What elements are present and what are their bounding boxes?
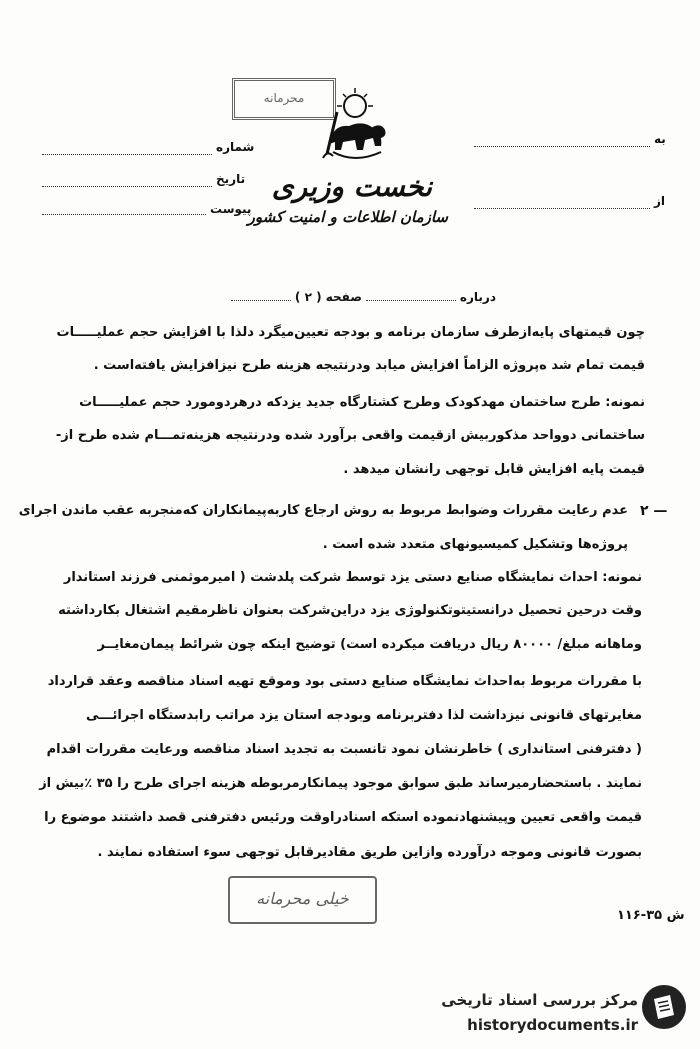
item-number: ۲ —: [640, 503, 668, 519]
item-line-4: وقت درحین تحصیل درانستیتوتکنولوژی یزد دراین‌شرکت بعنوان ناظرمقیم اشتغال بکارداشته: [58, 603, 642, 618]
date-label: تاریخ: [216, 172, 246, 186]
history-documents-logo-icon: [640, 983, 688, 1031]
regarding-dots: [366, 300, 456, 301]
from-label: از: [654, 194, 666, 208]
regarding-label: درباره: [459, 290, 496, 304]
agency-subtitle: سازمان اطلاعات و امنیت کشور: [247, 208, 448, 226]
confidential-stamp-bottom: خیلی محرمانه: [228, 876, 377, 924]
watermark-title: مرکز بررسی اسناد تاریخی: [441, 991, 638, 1009]
agency-title: نخست وزیری: [271, 170, 432, 203]
page-number: ( ۲ ): [294, 290, 322, 304]
watermark-url[interactable]: historydocuments.ir: [467, 1016, 638, 1034]
body-line-4: ساختمانی دوواحد مذکوربیش ازقیمت واقعی برآورد شده ودرنتیجه هزینه‌تمـــام شده طرح از-: [55, 428, 645, 443]
number-label: شماره: [216, 140, 255, 154]
item-line-1: عدم رعایت مقررات وضوابط مربوط به روش ارجاع کاربه‌پیمانکاران که‌منجربه عقب ماندن اجرای: [18, 503, 628, 518]
item-line-3: نمونه: احداث نمایشگاه صنایع دستی یزد توسط شرکت پلدشت ( امیرموثمنی فرزند استاندار: [63, 570, 642, 585]
number-line: [42, 154, 212, 155]
lion-and-sun-emblem-icon: [315, 84, 395, 174]
page-label: صفحه: [325, 290, 362, 304]
attachment-line: [42, 214, 206, 215]
date-line: [42, 186, 212, 187]
item-line-11: بصورت قانونی وموجه درآورده وازاین طریق مقادیرقابل توجهی سوء استفاده نمایند .: [97, 845, 642, 860]
body-line-1: چون قیمتهای پایه‌ازطرف سازمان برنامه و بودجه تعیین‌میگرد دلذا با افزایش حجم عملیـــــات: [56, 325, 645, 340]
form-code: ۱۱۶-۳۵ ش: [617, 908, 685, 923]
body-line-2: قیمت تمام شد ه‌پروژه الزاماً افزایش میابد ودرنتیجه هزینه طرح نیزافزایش یافته‌است .: [93, 358, 645, 373]
to-label: به: [654, 132, 666, 146]
from-line: [474, 208, 650, 209]
item-line-7: مغایرتهای قانونی نیزداشت لذا دفتربرنامه وبودجه استان یزد مراتب رابدستگاه اجرائـــی: [86, 708, 642, 723]
page-dots: [231, 300, 291, 301]
regarding-row: [196, 290, 496, 304]
item-line-9: نمایند . باستحضارمیرساند طبق سوابق موجود پیمانکارمربوطه هزینه اجرای طرح را ۳۵ ٪بیش از: [39, 776, 642, 791]
body-line-3: نمونه: طرح ساختمان مهدکودک وطرح کشتارگاه جدید یزدکه درهردومورد حجم عملیـــــات: [79, 395, 645, 410]
item-line-10: قیمت واقعی تعیین وپیشنهادنموده استکه اسنادراوقت ورئیس دفترفنی قصد داشتند موضوع را: [44, 810, 642, 825]
item-line-5: وماهانه مبلغ/ ۸۰۰۰۰ ریال دریافت میکرده است) توضیح اینکه چون شرائط پیمان‌مغایــر: [97, 637, 642, 652]
attachment-label: پیوست: [210, 202, 252, 216]
item-line-2: پروژه‌ها وتشکیل کمیسیونهای متعدد شده است .: [322, 537, 628, 552]
item-line-8: ( دفترفنی استانداری ) خاطرنشان نمود تانسبت به تجدید اسناد مناقصه ورعایت مقررات اقدام: [46, 742, 642, 757]
to-line: [474, 146, 650, 147]
confidential-stamp-top: محرمانه: [232, 78, 336, 120]
body-line-5: قیمت پایه افزایش قابل توجهی رانشان میدهد .: [343, 462, 645, 477]
item-line-6: با مقررات مربوط به‌احداث نمایشگاه صنایع دستی بود وموقع تهیه اسناد مناقصه وعقد قرارداد: [47, 674, 642, 689]
